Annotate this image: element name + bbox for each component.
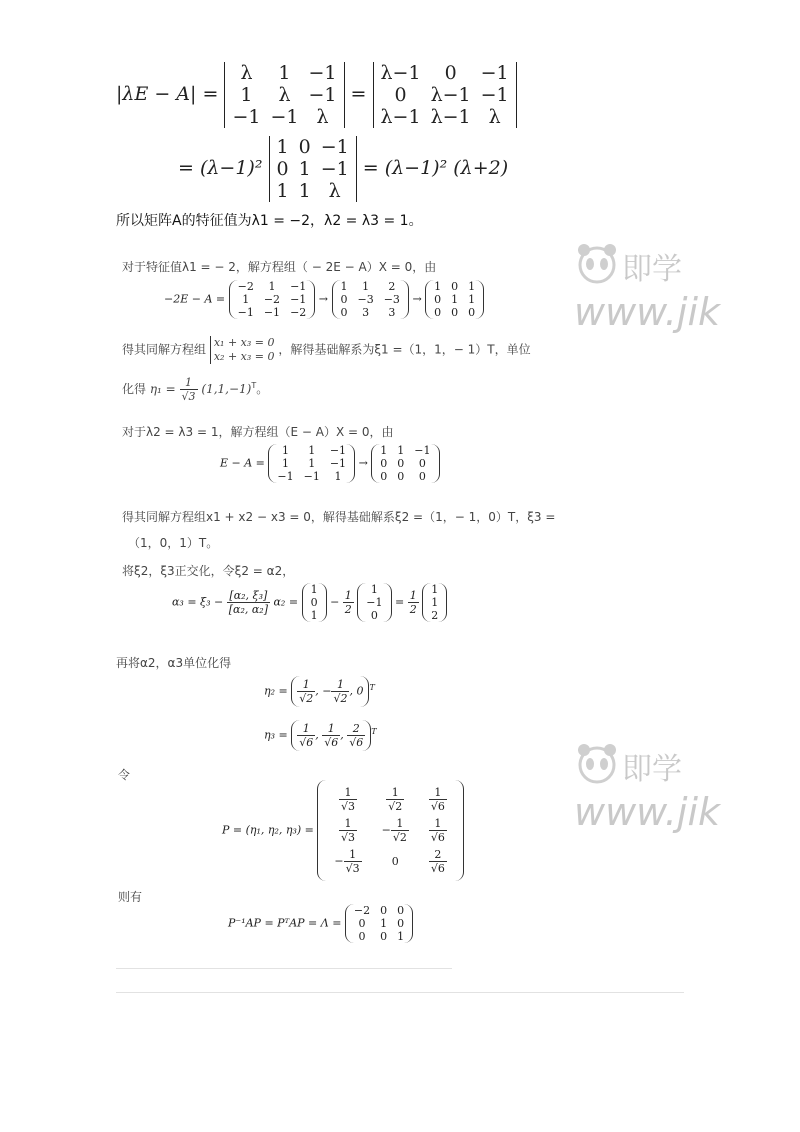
- step2-solution-1: 得其同解方程组x1 + x2 − x3 = 0，解得基础解系ξ2 =（1，− 1，0）T，ξ3 =: [122, 510, 556, 524]
- final-lhs: P⁻¹AP = PᵀAP = Λ =: [228, 916, 342, 930]
- gs-mid: α₂ =: [273, 595, 299, 609]
- diagonalization-line: [228, 904, 413, 943]
- unit-vector: (1,1,−1): [201, 382, 252, 396]
- step1-unit: [122, 376, 268, 403]
- s1c-cell: 1: [468, 293, 476, 306]
- s2a-cell: −1: [303, 470, 320, 483]
- det3-cell: −1: [320, 158, 349, 180]
- s1c-cell: 0: [451, 280, 459, 293]
- watermark-url: www.jik: [574, 790, 721, 834]
- s2b-cell: 0: [380, 457, 388, 470]
- s2a-cell: 1: [308, 457, 316, 470]
- vector-entry: 1: [370, 583, 378, 596]
- watermark-brand: 即学: [622, 252, 682, 287]
- s1b-cell: 2: [388, 280, 396, 293]
- eta2-line: [264, 676, 375, 707]
- step2-lhs: E − A =: [220, 456, 265, 470]
- system-suffix: ，解得基础解系为ξ1 =（1，1，− 1）T，单位: [278, 342, 531, 357]
- det-matrix-1: [224, 62, 344, 128]
- eigenvalue-sentence: 所以矩阵A的特征值为λ1 = −2，λ2 = λ3 = 1。: [116, 213, 423, 229]
- vector-xi2: [357, 583, 391, 622]
- s1b-cell: −3: [357, 293, 374, 306]
- s1a-cell: −2: [237, 280, 254, 293]
- vector-entry: 2: [431, 609, 439, 622]
- s2b-cell: 1: [380, 444, 388, 457]
- det2-cell: λ: [488, 106, 501, 128]
- p-matrix-cell: $\frac{1}{√3}$: [341, 817, 356, 844]
- s1c-cell: 1: [468, 280, 476, 293]
- s2a-cell: 1: [334, 470, 342, 483]
- step2-row-reduction: [220, 444, 440, 483]
- vector-alpha3: [422, 583, 447, 622]
- lambda-matrix: [345, 904, 413, 943]
- lambda-cell: −2: [353, 904, 371, 917]
- s2b-cell: 0: [418, 457, 426, 470]
- step2-solution-2: （1，0，1）T。: [128, 536, 219, 550]
- p-matrix-cell: − $\frac{1}{√3}$: [334, 848, 360, 875]
- eta3-lhs: η₃ =: [264, 728, 288, 742]
- det1-cell: λ: [240, 62, 253, 84]
- watermark-url: www.jik: [574, 290, 721, 334]
- det1-cell: −1: [308, 84, 337, 106]
- unit-den: √3: [181, 390, 196, 403]
- s2a-cell: −1: [329, 444, 347, 457]
- p-matrix-cell: $\frac{1}{√6}$: [430, 786, 445, 813]
- let-label: 令: [118, 768, 131, 782]
- det3-cell: 0: [298, 136, 311, 158]
- det2-cell: −1: [480, 62, 509, 84]
- det3-cell: 0: [276, 158, 289, 180]
- s1b-cell: 3: [388, 306, 396, 319]
- s2a-cell: −1: [277, 470, 294, 483]
- arrow-icon: →: [412, 292, 422, 306]
- det3-cell: 1: [298, 180, 311, 202]
- step2-intro: 对于λ2 = λ3 = 1，解方程组（E − A）X = 0，由: [122, 425, 394, 439]
- s1a-cell: −1: [263, 306, 281, 319]
- det2-cell: λ−1: [430, 84, 471, 106]
- p-matrix-cell: $\frac{1}{√6}$: [430, 817, 445, 844]
- panda-logo-icon: [574, 740, 620, 786]
- determinant-line-2: [178, 136, 508, 202]
- s2a-cell: 1: [282, 457, 290, 470]
- s1a-cell: −1: [237, 306, 254, 319]
- eta2-lhs: η₂ =: [264, 684, 288, 698]
- system-eq-1: x₁ + x₃ = 0: [213, 336, 275, 349]
- det3-cell: λ: [328, 180, 341, 202]
- gs-lhs: α₃ = ξ₃ −: [172, 595, 224, 609]
- unit-sup: T: [251, 381, 257, 390]
- normalize-title: 再将α2，α3单位化得: [116, 656, 232, 670]
- arrow-icon: →: [358, 456, 368, 470]
- s1c-cell: 0: [468, 306, 476, 319]
- lambda-cell: 0: [397, 904, 405, 917]
- det-factor: = (λ−1)²: [178, 157, 263, 179]
- p-matrix-cell: − $\frac{1}{√2}$: [381, 817, 407, 844]
- det2-cell: −1: [480, 84, 509, 106]
- det2-cell: λ−1: [430, 106, 471, 128]
- lambda-cell: 0: [358, 930, 366, 943]
- step1-lhs: −2E − A =: [164, 292, 226, 306]
- p-lhs: P = (η₁, η₂, η₃) =: [222, 823, 314, 837]
- gs-num: [α₂, ξ₃]: [227, 589, 270, 603]
- s1b-cell: 0: [340, 293, 348, 306]
- divider-long: [116, 992, 684, 993]
- lambda-cell: 0: [380, 930, 388, 943]
- s1a-cell: −2: [290, 306, 307, 319]
- det-matrix-2: [373, 62, 517, 128]
- s1c-cell: 1: [451, 293, 459, 306]
- lambda-cell: 0: [397, 917, 405, 930]
- eta3-line: [264, 720, 377, 751]
- det3-cell: 1: [276, 136, 289, 158]
- det-lhs: |λE − A| =: [116, 83, 219, 105]
- s1a-cell: 1: [268, 280, 276, 293]
- half-fraction-1: $\frac{1}{2}$: [344, 589, 352, 616]
- step2-matrix-a: [268, 444, 355, 483]
- det1-cell: 1: [240, 84, 253, 106]
- s2b-cell: 0: [380, 470, 388, 483]
- s2b-cell: 1: [397, 444, 405, 457]
- det3-cell: 1: [276, 180, 289, 202]
- determinant-line-1: [116, 62, 517, 128]
- unit-fraction: [180, 376, 198, 403]
- step1-matrix-a: [229, 280, 316, 319]
- watermark-brand: 即学: [622, 752, 682, 787]
- s1c-cell: 0: [434, 293, 442, 306]
- det3-cell: −1: [320, 136, 349, 158]
- gs-eq: =: [395, 595, 405, 609]
- det2-cell: λ−1: [380, 106, 421, 128]
- p-matrix-line: [222, 780, 464, 881]
- det1-cell: −1: [270, 106, 299, 128]
- det3-cell: 1: [298, 158, 311, 180]
- arrow-icon: →: [318, 292, 328, 306]
- step1-matrix-c: [425, 280, 484, 319]
- s2a-cell: 1: [282, 444, 290, 457]
- lambda-cell: 0: [358, 917, 366, 930]
- det1-cell: λ: [316, 106, 329, 128]
- vector-entry: 0: [370, 609, 378, 622]
- det2-cell: λ−1: [380, 62, 421, 84]
- lambda-cell: 1: [397, 930, 405, 943]
- gs-minus: −: [330, 595, 340, 609]
- gs-fraction: [227, 589, 270, 616]
- s1c-cell: 0: [434, 306, 442, 319]
- det2-cell: 0: [394, 84, 407, 106]
- half-fraction-2: $\frac{1}{2}$: [409, 589, 417, 616]
- system-prefix: 得其同解方程组: [122, 342, 207, 357]
- s1c-cell: 0: [451, 306, 459, 319]
- s1b-cell: 1: [362, 280, 370, 293]
- panda-logo-icon: [574, 240, 620, 286]
- lambda-cell: 1: [380, 917, 388, 930]
- s1a-cell: −1: [290, 293, 307, 306]
- s2b-cell: 0: [397, 470, 405, 483]
- s2b-cell: 0: [418, 470, 426, 483]
- s2b-cell: 0: [397, 457, 405, 470]
- gs-den: [α₂, α₂]: [228, 603, 268, 616]
- vector-entry: 1: [431, 596, 439, 609]
- s1c-cell: 1: [434, 280, 442, 293]
- s1b-cell: 0: [340, 306, 348, 319]
- lambda-cell: 0: [380, 904, 388, 917]
- divider-short: [116, 968, 452, 969]
- s2a-cell: 1: [308, 444, 316, 457]
- vector-entry: −1: [366, 596, 383, 609]
- s1a-cell: −1: [290, 280, 307, 293]
- p-matrix-cell: 0: [391, 855, 399, 868]
- equation-system: [210, 336, 275, 364]
- det-result: = (λ−1)² (λ+2): [362, 157, 509, 179]
- eta3-sup: T: [371, 726, 377, 736]
- vector-xi3: [302, 583, 327, 622]
- vector-entry: 1: [310, 583, 318, 596]
- eta2-sup: T: [369, 682, 375, 692]
- vector-entry: 0: [310, 596, 318, 609]
- system-eq-2: x₂ + x₃ = 0: [213, 350, 275, 363]
- eta3-vector: $\frac{1}{√6}$ , $\frac{1}{√6}$ , $\frac{2}{√6}$: [291, 720, 371, 751]
- step1-solution: [122, 336, 531, 364]
- det1-cell: −1: [308, 62, 337, 84]
- p-matrix-cell: $\frac{1}{√2}$: [388, 786, 403, 813]
- det1-cell: λ: [278, 84, 291, 106]
- step1-matrix-b: [332, 280, 409, 319]
- unit-end: 。: [256, 382, 269, 396]
- gram-schmidt-formula: [172, 583, 447, 622]
- unit-num: 1: [180, 376, 198, 390]
- eta1-lhs: η₁ =: [149, 382, 176, 396]
- eta2-vector: $\frac{1}{√2}$ , − $\frac{1}{√2}$ , 0: [291, 676, 369, 707]
- s1b-cell: 1: [340, 280, 348, 293]
- s1a-cell: −2: [263, 293, 281, 306]
- s2a-cell: −1: [329, 457, 347, 470]
- step1-row-reduction: [164, 280, 484, 319]
- det1-cell: 1: [278, 62, 291, 84]
- p-matrix-cell: $\frac{1}{√3}$: [341, 786, 356, 813]
- step2-orthogonalize: 将ξ2，ξ3正交化，令ξ2 = α2，: [122, 564, 295, 578]
- s2b-cell: −1: [414, 444, 431, 457]
- det2-cell: 0: [444, 62, 457, 84]
- det1-cell: −1: [232, 106, 261, 128]
- vector-entry: 1: [310, 609, 318, 622]
- s1a-cell: 1: [242, 293, 250, 306]
- step2-matrix-b: [371, 444, 439, 483]
- s1b-cell: −3: [383, 293, 400, 306]
- step1-intro: 对于特征值λ1 = − 2，解方程组（ − 2E − A）X = 0，由: [122, 260, 437, 274]
- vector-entry: 1: [431, 583, 439, 596]
- then-label: 则有: [118, 890, 143, 904]
- det-equals: =: [350, 83, 367, 105]
- p-matrix-cell: $\frac{2}{√6}$: [430, 848, 445, 875]
- unit-prefix: 化得: [122, 382, 147, 396]
- s1b-cell: 3: [362, 306, 370, 319]
- det-matrix-3: [269, 136, 357, 202]
- p-matrix: [317, 780, 463, 881]
